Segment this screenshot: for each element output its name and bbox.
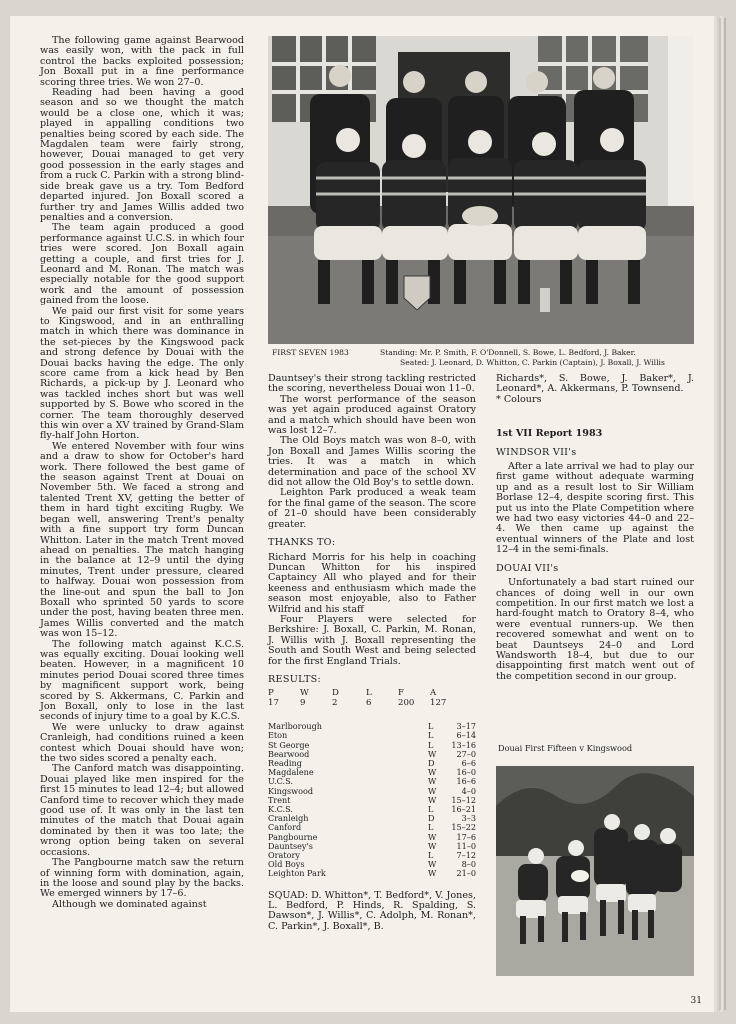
paragraph: Unfortunately a bad start ruined our chances of doing well in our own competition. In our first match we lost a hard-fought match to Oratory 8–4, who were eventual runners-up. We then recovered somewhat and went on to beat Dauntseys 24–0 and Lord Wandsworth 18–4, but due to our disappointing first match went out of the competition second in our group. <box>496 577 694 682</box>
match-result: W <box>428 748 437 759</box>
match-score: 16–6 <box>456 776 476 787</box>
paragraph: The Old Boys match was won 8–0, with Jon Boxall and James Willis scoring the tries. It was a match in which determination and pace of the school XV did not allow the Old Boy's to settle down. <box>268 435 476 489</box>
paragraph: The team again produced a good performance against U.C.S. in which four tries were scored. Jon Boxall again getting a couple, and first tries for J. Leonard and M. Ronan. The match was especially notable for the good support work and the amount of possession gained from the loose. <box>40 222 244 307</box>
match-score: 16–21 <box>451 804 476 815</box>
table-row <box>268 787 476 796</box>
match-result: L <box>428 721 434 732</box>
paragraph: Reading had been having a good season and so we thought the match would be a close one, which it was; played in appalling conditions two penalties being scored by each side. The Magdalen team were fairly strong, however, Douai managed to get very good possession in the early stages and from a ruck C. Parkin with a strong blind-side break gave us a try. Tom Bedford departed injured. Jon Boxall scored a further try and James Willis added two penalties and a conversion. <box>40 87 244 223</box>
match-team: Old Boys <box>268 859 305 870</box>
article-column-2 <box>268 374 476 932</box>
match-result: L <box>428 804 434 815</box>
match-result: W <box>428 794 437 805</box>
match-team: U.C.S. <box>268 776 293 787</box>
match-result: W <box>428 868 437 879</box>
thanks-heading: THANKS TO: <box>268 537 336 549</box>
results-col: A <box>430 688 437 699</box>
table-row <box>268 722 476 731</box>
match-score: 15–12 <box>451 794 476 805</box>
match-result: W <box>428 859 437 870</box>
match-score: 15–22 <box>451 822 476 833</box>
match-result: L <box>428 730 434 741</box>
match-team: Marlborough <box>268 721 322 732</box>
match-score: 6–6 <box>461 758 476 768</box>
results-val: 17 <box>268 697 279 708</box>
match-team: Magdalene <box>268 767 314 778</box>
paragraph: Dauntsey's their strong tackling restricted the scoring, nevertheless Douai won 11–0. <box>268 373 476 395</box>
match-team: Cranleigh <box>268 813 309 824</box>
results-summary <box>268 689 476 708</box>
results-val: 9 <box>300 697 306 708</box>
match-results-table <box>268 722 476 878</box>
page-edge <box>724 18 726 1010</box>
results-val: 200 <box>398 697 415 708</box>
match-team: St George <box>268 739 310 750</box>
match-score: 7–12 <box>456 850 476 861</box>
match-team: Trent <box>268 794 291 805</box>
results-col: W <box>300 688 309 699</box>
paragraph: We entered November with four wins and a draw to show for October's hard work. There followed the best game of the season against Trent at Douai on November 5th. We faced a strong and talented Trent XV, getting the better of them in hard tight exciting Rugby. We began well, answering Trent's penalty with a fine support try form Duncan Whitton. Later in the match Trent moved ahead on penalties. The match hanging in the balance at 12–9 until the dying minutes, Trent under pressure, cleared to halfway. Douai won possession from the line-out and spun the ball to Jon Boxall who sprinted 50 yards to score under the post, having beaten three men. James Willis converted and the match was won 15–12. <box>40 440 244 640</box>
results-val: 6 <box>366 697 372 708</box>
paragraph: Although we dominated against <box>52 898 207 910</box>
page-edge <box>719 18 721 1010</box>
match-result: L <box>428 739 434 750</box>
team-photo <box>268 36 694 344</box>
article-column-3 <box>496 374 694 682</box>
match-team: Eton <box>268 730 288 741</box>
match-result: W <box>428 776 437 787</box>
match-team: Dauntsey's <box>268 840 313 851</box>
match-result: D <box>428 813 435 824</box>
paragraph: Richard Morris for his help in coaching Duncan Whitton for his inspired Captaincy All who played and for their keeness and enthusiasm which made the season most enjoyable, also to Father Wilfrid and his staff <box>268 551 476 615</box>
photo-caption: Douai First Fifteen v Kingswood <box>498 743 633 753</box>
match-score: 6–14 <box>456 730 476 741</box>
match-score: 11–0 <box>456 840 476 851</box>
table-row <box>268 768 476 777</box>
match-photo <box>496 766 694 976</box>
match-result: L <box>428 822 434 833</box>
photo-seated: Seated: J. Leonard, D. Whitton, C. Parkin (Captain), J. Boxall, J. Willis <box>400 357 665 367</box>
photo-standing: Standing: Mr. P. Smith, F. O'Donnell, S. Bowe, L. Bedford, J. Baker. <box>380 348 636 357</box>
match-result: W <box>428 785 437 796</box>
article-column-1 <box>40 36 244 910</box>
results-col: D <box>332 688 339 699</box>
report-heading: 1st VII Report 1983 <box>496 428 603 440</box>
match-team: Canford <box>268 822 302 833</box>
match-team: Reading <box>268 758 302 768</box>
match-team: K.C.S. <box>268 804 293 815</box>
match-score: 3–3 <box>461 813 476 824</box>
match-result: L <box>428 850 434 861</box>
windsor-heading: WINDSOR VII's <box>496 446 577 458</box>
squad-list: SQUAD: D. Whitton*, T. Bedford*, V. Jones, L. Bedford, P. Hinds, R. Spalding, S. Dawson*, J. Willis*, C. Adolph, M. Ronan*, C. Parkin*, J. Boxall*, B. <box>268 889 476 932</box>
douai-heading: DOUAI VII's <box>496 562 559 574</box>
match-score: 8–0 <box>461 859 476 870</box>
match-result: W <box>428 767 437 778</box>
results-heading: RESULTS: <box>268 673 322 685</box>
match-score: 21–0 <box>456 868 476 879</box>
results-col: L <box>366 688 372 699</box>
paragraph: Leighton Park produced a weak team for the final game of the season. The score of 21–0 should have been considerably greater. <box>268 487 476 530</box>
match-score: 16–0 <box>456 767 476 778</box>
match-team: Kingswood <box>268 785 314 796</box>
page-number: 31 <box>690 996 702 1006</box>
results-val: 2 <box>332 697 338 708</box>
match-team: Pangbourne <box>268 831 318 842</box>
match-result: D <box>428 758 435 768</box>
paragraph: The Pangbourne match saw the return of winning form with domination, again, in the loose and sound play by the backs. We emerged winners by 17–6. <box>40 857 244 900</box>
table-row <box>268 796 476 805</box>
paragraph: After a late arrival we had to play our first game without adequate warming up and as a result lost to Sir William Borlase 12–4, despite scoring first. This put us into the Plate Competition where we had two easy victories 44–0 and 22–4. We then came up against the eventual winners of the Plate and lost 12–4 in the semi-finals. <box>496 461 694 556</box>
paragraph: The worst performance of the season was yet again produced against Oratory and a match which should have been won was lost 12–7. <box>268 393 476 437</box>
results-col: F <box>398 688 404 699</box>
paragraph: Four Players were selected for Berkshire: J. Boxall, C. Parkin, M. Ronan, J. Willis with J. Boxall representing the South and South West and being selected for the first England Trials. <box>268 613 476 667</box>
photo-caption-block <box>272 348 694 367</box>
match-score: 27–0 <box>456 748 476 759</box>
match-team: Leighton Park <box>268 868 326 879</box>
colours-note: * Colours <box>496 393 542 405</box>
paragraph: We were unlucky to draw against Cranleigh, had conditions ruined a keen contest which Douai should have won; the two sides scored a penalty each. <box>40 721 244 765</box>
table-row <box>268 869 476 878</box>
squad-list-continued: Richards*, S. Bowe, J. Baker*, J. Leonard*, A. Akkermans, P. Townsend. <box>496 373 694 395</box>
match-team: Oratory <box>268 850 300 861</box>
match-team: Bearwood <box>268 748 310 759</box>
match-score: 3–17 <box>456 721 476 732</box>
paragraph: The Canford match was disappointing. Douai played like men inspired for the first 15 minutes to lead 12–4; but allowed Canford time to recover which they made good use of. It was only in the last ten minutes of the match that Douai again dominated by then it was too late; the wrong option being taken on several occasions. <box>40 763 244 858</box>
results-col: P <box>268 688 274 699</box>
match-score: 13–16 <box>451 739 476 750</box>
paragraph: The following game against Bearwood was easily won, with the pack in full control the backs exploited possession; Jon Boxall put in a fine performance scoring three tries. We won 27–0. <box>40 35 244 88</box>
match-score: 17–6 <box>456 831 476 842</box>
photo-label: FIRST SEVEN 1983 <box>272 348 349 357</box>
match-result: W <box>428 840 437 851</box>
paragraph: The following match against K.C.S. was equally exciting. Douai looking well beaten. However, in a magnificent 10 minutes period Douai scored three times by magnificent support work, being scored by S. Akkermans, C. Parkin and Jon Boxall, only to lose in the last seconds of injury time to a goal by K.C.S. <box>40 638 244 723</box>
match-score: 4–0 <box>461 785 476 796</box>
results-val: 127 <box>430 697 447 708</box>
match-result: W <box>428 831 437 842</box>
paragraph: We paid our first visit for some years to Kingswood, and in an enthralling match in which there was dominance in the set-pieces by the Kingswood pack and strong defence by Douai with the Douai backs having the edge. The only score came from a kick head by Ben Richards, a pick-up by J. Leonard who was tackled inches short but was well supported by S. Bowe who scored in the corner. The team thoroughly deserved this win over a XV trained by Grand-Slam fly-half John Horton. <box>40 305 244 442</box>
